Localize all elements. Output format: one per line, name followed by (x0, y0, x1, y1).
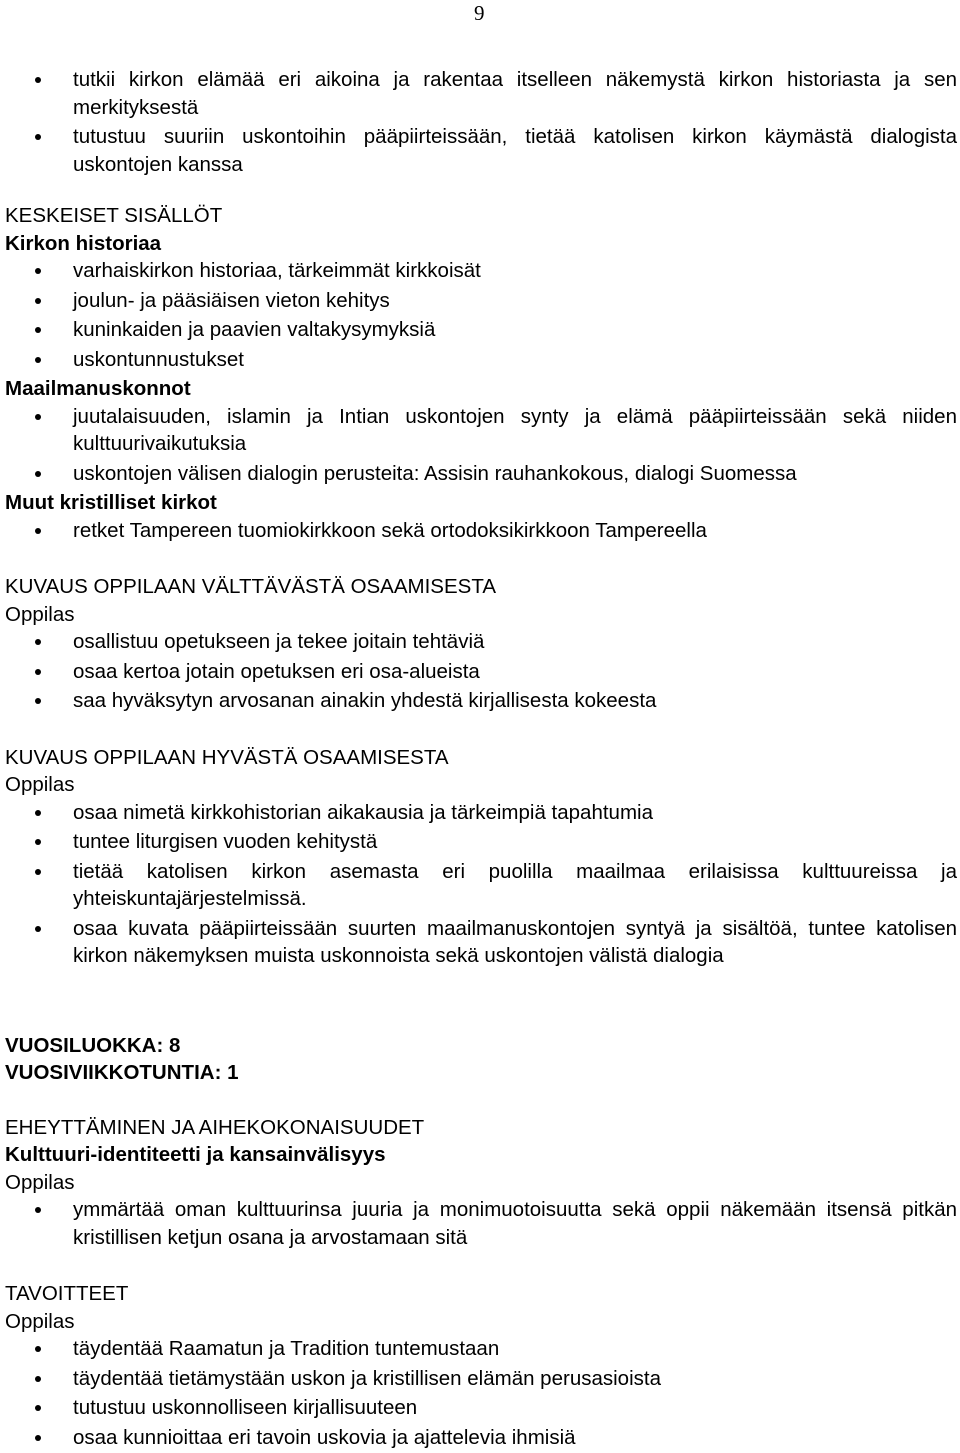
list-item: täydentää Raamatun ja Tradition tuntemustaan (5, 1335, 957, 1363)
world-religions-list (5, 403, 957, 488)
list-item: tietää katolisen kirkon asemasta eri puolilla maailmaa erilaisissa kulttuureissa ja yhteiskuntajärjestelmissä. (5, 858, 957, 913)
content-heading: KESKEISET SISÄLLÖT (5, 204, 223, 227)
good-heading: KUVAUS OPPILAAN HYVÄSTÄ OSAAMISESTA (5, 745, 449, 769)
other-churches-title: Muut kristilliset kirkot (5, 491, 217, 514)
other-churches-list (5, 517, 957, 545)
list-item: osaa kunnioittaa eri tavoin uskovia ja ajattelevia ihmisiä (5, 1424, 957, 1452)
sufficient-heading: KUVAUS OPPILAAN VÄLTTÄVÄSTÄ OSAAMISESTA (5, 575, 496, 598)
good-subject: Oppilas (5, 773, 75, 796)
list-item: uskontunnustukset (5, 346, 957, 374)
themes-list (5, 1196, 957, 1251)
world-religions-title: Maailmanuskonnot (5, 377, 191, 400)
page-number: 9 (474, 1, 485, 25)
list-item: osallistuu opetukseen ja tekee joitain tehtäviä (5, 628, 957, 656)
list-item: osaa kuvata pääpiirteissään suurten maailmanuskontojen syntyä ja sisältöä, tuntee katolisen kirkon näkemyksen muista uskonnoista sekä uskontojen välistä dialogia (5, 915, 957, 970)
goals-list (5, 1335, 957, 1451)
themes-subject: Oppilas (5, 1170, 75, 1194)
weekly-hours-label: VUOSIVIIKKOTUNTIA: 1 (5, 1061, 239, 1084)
good-list (5, 799, 957, 970)
intro-list (5, 66, 957, 178)
list-item: uskontojen välisen dialogin perusteita: Assisin rauhankokous, dialogi Suomessa (5, 460, 957, 488)
list-item: ymmärtää oman kulttuurinsa juuria ja monimuotoisuutta sekä oppii näkemään itsensä pitkän kristillisen ketjun osana ja arvostamaan sitä (5, 1196, 957, 1251)
list-item: tutustuu suuriin uskontoihin pääpiirteissään, tietää katolisen kirkon käymästä dialogista uskontojen kanssa (5, 123, 957, 178)
list-item: osaa nimetä kirkkohistorian aikakausia ja tärkeimpiä tapahtumia (5, 799, 957, 827)
goals-subject: Oppilas (5, 1309, 75, 1333)
grade-label: VUOSILUOKKA: 8 (5, 1033, 181, 1057)
list-item: tuntee liturgisen vuoden kehitystä (5, 828, 957, 856)
list-item: juutalaisuuden, islamin ja Intian uskontojen synty ja elämä pääpiirteissään sekä niiden kulttuurivaikutuksia (5, 403, 957, 458)
themes-title: Kulttuuri-identiteetti ja kansainvälisyys (5, 1143, 386, 1166)
sufficient-subject: Oppilas (5, 602, 75, 626)
list-item: saa hyväksytyn arvosanan ainakin yhdestä kirjallisesta kokeesta (5, 687, 957, 715)
document-body (5, 66, 957, 1453)
list-item: kuninkaiden ja paavien valtakysymyksiä (5, 316, 957, 344)
church-history-list (5, 257, 957, 373)
list-item: tutustuu uskonnolliseen kirjallisuuteen (5, 1394, 957, 1422)
list-item: täydentää tietämystään uskon ja kristillisen elämän perusasioista (5, 1365, 957, 1393)
list-item: retket Tampereen tuomiokirkkoon sekä ortodoksikirkkoon Tampereella (5, 517, 957, 545)
themes-heading: EHEYTTÄMINEN JA AIHEKOKONAISUUDET (5, 1115, 425, 1139)
list-item: varhaiskirkon historiaa, tärkeimmät kirkkoisät (5, 257, 957, 285)
list-item: osaa kertoa jotain opetuksen eri osa-alueista (5, 658, 957, 686)
sufficient-list (5, 628, 957, 715)
list-item: tutkii kirkon elämää eri aikoina ja rakentaa itselleen näkemystä kirkon historiasta ja sen merkityksestä (5, 66, 957, 121)
church-history-title: Kirkon historiaa (5, 231, 162, 255)
list-item: joulun- ja pääsiäisen vieton kehitys (5, 287, 957, 315)
goals-heading: TAVOITTEET (5, 1282, 129, 1305)
